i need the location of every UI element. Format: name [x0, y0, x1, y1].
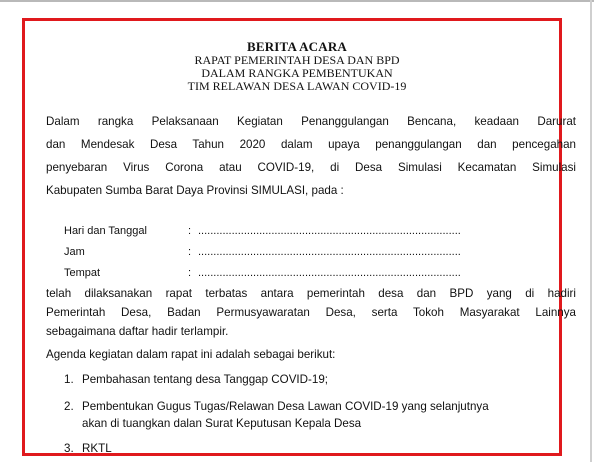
agenda-number: 2.: [64, 400, 74, 413]
subtitle-line-1: RAPAT PEMERINTAH DESA DAN BPD: [194, 53, 400, 67]
intro-line: dan Mendesak Desa Tahun 2020 dalam upaya penanggulangan dan pencegahan: [46, 138, 576, 151]
field-label: Tempat: [64, 267, 101, 279]
field-label: Hari dan Tanggal: [64, 225, 147, 237]
subtitle-line-2: DALAM RANGKA PEMBENTUKAN: [201, 66, 393, 80]
field-jam: [64, 242, 524, 262]
field-label: Jam: [64, 246, 85, 258]
window-top-edge: [0, 0, 594, 2]
field-blank: ......................................................................................: [198, 267, 461, 279]
intro-line: Dalam rangka Pelaksanaan Kegiatan Penanggulangan Bencana, keadaan Darurat: [46, 115, 576, 128]
agenda-text: Pembentukan Gugus Tugas/Relawan Desa Lawan COVID-19 yang selanjutnya: [82, 400, 489, 413]
intro-line: Kabupaten Sumba Barat Daya Provinsi SIMULASI, pada :: [46, 184, 344, 197]
document-header: [0, 40, 594, 93]
agenda-text: akan di tuangkan dalan Surat Keputusan Kepala Desa: [82, 417, 362, 430]
agenda-number: 1.: [64, 373, 74, 386]
field-colon: :: [188, 246, 192, 258]
field-colon: :: [188, 225, 192, 237]
document-title: BERITA ACARA: [246, 39, 348, 54]
intro-paragraph: [46, 110, 576, 202]
agenda-text: RKTL: [82, 442, 112, 455]
agenda-heading-text: Agenda kegiatan dalam rapat ini adalah sebagai berikut:: [46, 348, 336, 361]
field-tempat: [64, 263, 524, 283]
field-colon: :: [188, 267, 192, 279]
attendance-paragraph: [46, 284, 576, 341]
field-blank: ......................................................................................: [198, 246, 461, 258]
attendance-line: Pemerintah Desa, Badan Permusyawaratan Desa, serta Tokoh Masyarakat Lainnya: [46, 306, 576, 319]
agenda-number: 3.: [64, 442, 74, 455]
attendance-line: sebagaimana daftar hadir terlampir.: [46, 325, 229, 338]
attendance-line: telah dilaksanakan rapat terbatas antara pemerintah desa dan BPD yang di hadiri: [46, 287, 576, 300]
agenda-text: Pembahasan tentang desa Tanggap COVID-19;: [82, 373, 328, 386]
subtitle-line-3: TIM RELAWAN DESA LAWAN COVID-19: [187, 79, 407, 93]
field-blank: ......................................................................................: [198, 225, 461, 237]
intro-line: penyebaran Virus Corona atau COVID-19, di Desa Simulasi Kecamatan Simulasi: [46, 161, 576, 174]
field-hari-tanggal: [64, 221, 524, 241]
agenda-heading: [46, 343, 576, 366]
